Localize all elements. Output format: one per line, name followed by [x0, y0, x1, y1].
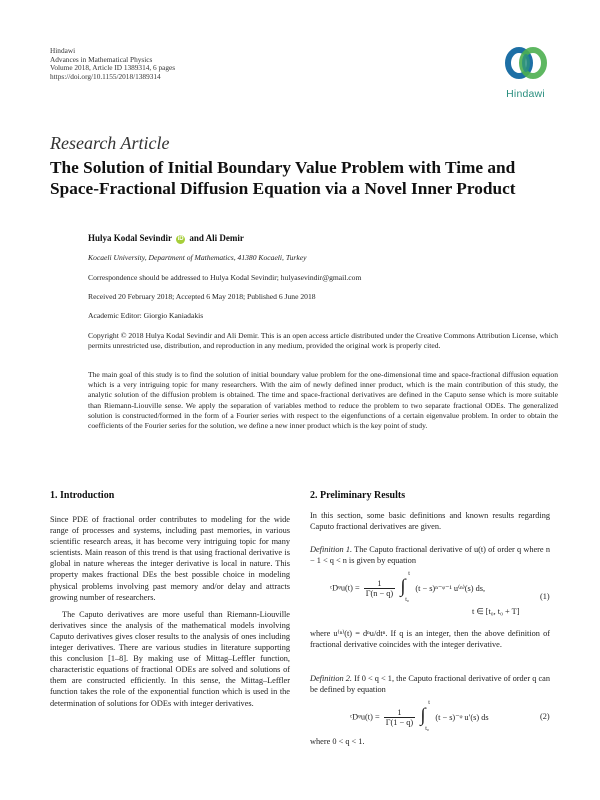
volume-line: Volume 2018, Article ID 1389314, 6 pages	[50, 63, 176, 73]
title-line-1: The Solution of Initial Boundary Value Problem with Time and	[50, 158, 516, 177]
eq1-lhs: ᶜDᵠu(t) =	[330, 583, 360, 593]
abstract: The main goal of this study is to find the solution of initial boundary value problem for the one-dimensional time and space-fractional diffusion equation which is a very intriguing topic for many researchers. With the aim of newly defined inner product, which is the main contribution of this study, the analytic solution of the diffusion problem is obtained. The time and space-fractional derivatives are defined in the Caputo sense which is more suitable than Riemann-Liouville sense. We apply the separation of variables method to reduce the problem to two separate fractional ODEs. The generalized solution is constructed/formed in the form of a Fourier series with respect to the eigenfunctions of a certain eigenvalue problem. In order to obtain the coefficients of the Fourier series for the solution, we define a new inner product which is the key point of study.	[88, 370, 558, 431]
dates: Received 20 February 2018; Accepted 6 May 2018; Published 6 June 2018	[88, 292, 316, 301]
eq1-integral-sign: ∫	[400, 576, 406, 597]
author-1: Hulya Kodal Sevindir	[88, 233, 172, 243]
eq2-lower-limit: t₀	[425, 726, 429, 732]
definition-2-label: Definition 2.	[310, 674, 352, 683]
academic-editor: Academic Editor: Giorgio Kaniadakis	[88, 311, 204, 320]
definition-2-text: If 0 < q < 1, the Caputo fractional derivative of order q can be defined by equation	[310, 674, 550, 695]
journal-name: Advances in Mathematical Physics	[50, 54, 153, 64]
hindawi-logo-icon	[503, 44, 549, 82]
equation-1	[330, 571, 486, 603]
eq1-fraction	[364, 579, 395, 598]
after-equation-1: where u⁽ⁿ⁾(t) = dⁿu/dtⁿ. If q is an integer, then the above definition of fractional derivative coincides with the integer derivative.	[310, 629, 550, 650]
definition-1	[310, 544, 550, 566]
hindawi-logo-text: Hindawi	[506, 88, 545, 100]
article-title	[50, 157, 570, 199]
eq1-number: (1)	[540, 592, 550, 601]
definition-1-text: The Caputo fractional derivative of u(t) of order q where n − 1 < q < n is given by equation	[310, 545, 550, 566]
intro-heading: 1. Introduction	[50, 490, 115, 501]
eq1-fraction-den: Γ(n − q)	[365, 588, 394, 598]
eq2-fraction-num: 1	[384, 708, 415, 718]
eq1-integrand: (t − s)ⁿ⁻ᵠ⁻¹ u⁽ⁿ⁾(s) ds,	[415, 584, 486, 593]
eq2-fraction-den: Γ(1 − q)	[385, 717, 414, 727]
correspondence: Correspondence should be addressed to Hulya Kodal Sevindir; hulyasevindir@gmail.com	[88, 273, 362, 282]
intro-paragraph-2: The Caputo derivatives are more useful than Riemann-Liouville derivatives since the analysis of the mathematical models involving Caputo derivatives gives closer results to the analysis of ones including integer derivatives. There are various studies in literature supporting this conclusion [1–8]. By making use of Mittag–Leffler function, characteristic equations of fractional ODEs are solved and solutions of them are constructed efficiently. In this sense, the Mittag–Leffler function takes the role of the exponential function which is used in the determination of solutions for ODEs with integer derivatives.	[50, 609, 290, 708]
eq2-integral	[419, 700, 433, 732]
hindawi-logo	[498, 44, 553, 100]
eq2-number: (2)	[540, 712, 550, 721]
prelim-intro: In this section, some basic definitions and known results regarding Caputo fractional derivatives are given.	[310, 511, 550, 532]
after-equation-2: where 0 < q < 1.	[310, 737, 365, 746]
publisher-name: Hindawi	[50, 46, 76, 55]
eq2-integral-sign: ∫	[420, 705, 426, 726]
eq1-lower-limit: t₀	[405, 597, 409, 603]
journal-meta	[50, 47, 175, 81]
eq1-upper-limit: t	[408, 571, 410, 577]
eq2-lhs: ᶜDᵠu(t) =	[350, 712, 380, 722]
eq2-fraction	[384, 708, 415, 727]
intro-body	[50, 514, 290, 709]
author-line	[88, 233, 244, 244]
doi-link[interactable]: https://doi.org/10.1155/2018/1389314	[50, 71, 161, 81]
title-line-2: Space-Fractional Diffusion Equation via a Novel Inner Product	[50, 179, 516, 198]
eq1-integral	[399, 571, 413, 603]
article-kind: Research Article	[50, 133, 170, 153]
definition-2	[310, 673, 550, 695]
eq1-domain: t ∈ [t₀, t₀ + T]	[472, 607, 520, 616]
affiliation: Kocaeli University, Department of Mathematics, 41380 Kocaeli, Turkey	[88, 253, 307, 262]
orcid-icon[interactable]: iD	[177, 236, 184, 242]
definition-1-label: Definition 1.	[310, 545, 353, 554]
equation-2	[350, 700, 489, 732]
intro-paragraph-1: Since PDE of fractional order contributes to modeling for the wide range of processes and systems, including past memories, in various scientific research areas, it has become very intriguing topic for many scientists. Main reason of this trend is that using fractional derivative is global in nature whereas the integer derivative is local in nature. This property makes fractional DEs the best possible choice in modeling physical problems involving past memory and/or delay and attracts growing number of researchers.	[50, 515, 290, 602]
prelim-heading: 2. Preliminary Results	[310, 490, 406, 501]
eq1-fraction-num: 1	[364, 579, 395, 589]
eq2-integrand: (t − s)⁻ᵠ u′(s) ds	[435, 713, 489, 722]
copyright-notice: Copyright © 2018 Hulya Kodal Sevindir and Ali Demir. This is an open access article distributed under the Creative Commons Attribution License, which permits unrestricted use, distribution, and reproduction in any medium, provided the original work is properly cited.	[88, 331, 558, 351]
author-2: and Ali Demir	[189, 233, 244, 243]
eq2-upper-limit: t	[428, 700, 430, 706]
